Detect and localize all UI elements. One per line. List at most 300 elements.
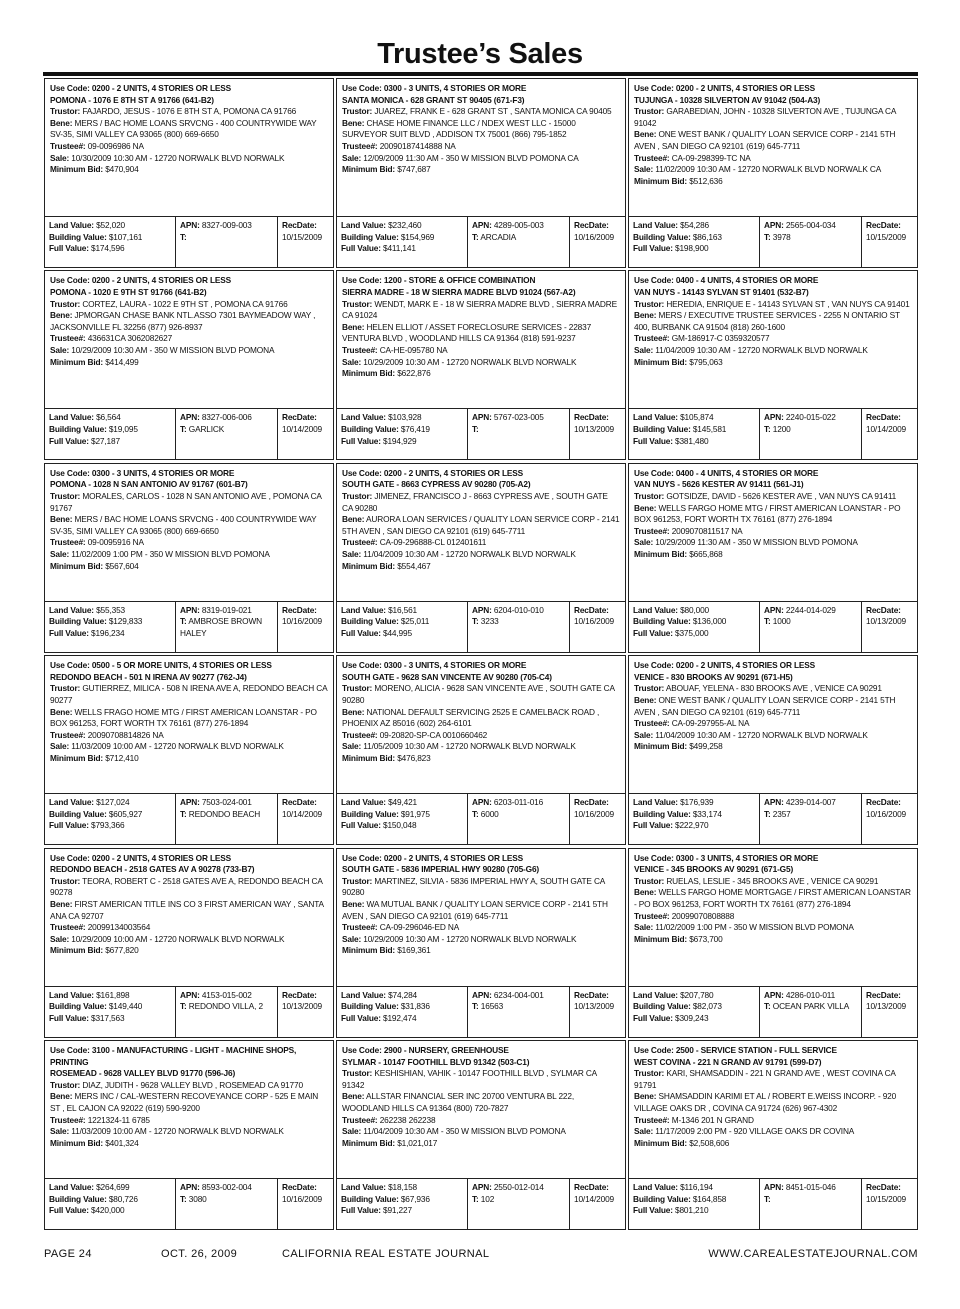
sale-line — [50, 1126, 328, 1138]
trustor-line — [634, 683, 912, 695]
t-value: 3233 — [480, 616, 499, 627]
building-value: $149,440 — [108, 1001, 143, 1012]
apn-label: APN: — [472, 797, 492, 808]
sale-label: Sale: — [50, 933, 70, 944]
sale-label: Sale: — [50, 152, 70, 163]
listing-details — [337, 464, 625, 601]
listing-card-18 — [628, 1040, 918, 1230]
trustor-value: GARABEDIAN, JOHN - 10328 SILVERTON AVE , TUJUNGA CA 91042 — [634, 106, 896, 128]
trustee-value: M-1346 201 N GRAND — [671, 1114, 754, 1125]
full-value: $44,995 — [383, 627, 412, 638]
footer-website: WWW.CAREALESTATEJOURNAL.COM — [708, 1248, 918, 1260]
land-value: $207,780 — [680, 989, 714, 1000]
min-bid-value: $677,820 — [105, 945, 139, 956]
min-bid-label: Minimum Bid: — [342, 368, 396, 379]
trustee-label: Trustee#: — [342, 922, 378, 933]
listing-headline: VENICE - 830 BROOKS AV 90291 (671-H5) — [634, 671, 793, 682]
min-bid-line — [50, 357, 328, 369]
t-label: T: — [180, 808, 187, 819]
sale-label: Sale: — [634, 537, 654, 548]
apn-label: APN: — [180, 412, 200, 423]
trustee-line — [50, 333, 328, 345]
t-value: 1000 — [772, 616, 791, 627]
sale-value: 10/29/2009 10:30 AM - 12720 NORWALK BLVD NORWALK — [363, 356, 577, 367]
trustor-value: ABOUAF, YELENA - 830 BROOKS AVE , VENICE CA 90291 — [665, 683, 882, 694]
trustor-line — [50, 299, 328, 311]
land-value: $80,000 — [680, 604, 710, 615]
apn-label: APN: — [764, 220, 784, 230]
trustor-label: Trustor: — [634, 298, 665, 309]
trustor-value: FAJARDO, JESUS - 1076 E 8TH ST A, POMONA CA 91766 — [82, 106, 297, 117]
apn-value: 4289-005-003 — [493, 220, 544, 230]
trustee-line — [634, 333, 912, 345]
use-code: Use Code: 0200 - 2 UNITS, 4 STORIES OR LESS — [634, 660, 816, 671]
use-code: Use Code: 2500 - SERVICE STATION - FULL SERVICE — [634, 1044, 837, 1055]
bene-value: CHASE HOME FINANCE LLC / NDEX WEST LLC - 15000 SURVEYOR SUIT BLVD , ADDISON TX 75001 (866) 795-1852 — [342, 117, 576, 140]
sale-label: Sale: — [50, 741, 70, 752]
listing-details — [45, 1041, 333, 1178]
trustor-value: JIMENEZ, FRANCISCO J - 8663 CYPRESS AVE , SOUTH GATE CA 90280 — [342, 490, 608, 513]
trustee-line — [50, 1115, 328, 1127]
t-value: 1200 — [772, 423, 791, 434]
building-value: $25,011 — [400, 616, 430, 627]
bene-value: WELLS FRAGO HOME MTG / FIRST AMERICAN LOANSTAR - PO BOX 961253, FORT WORTH TX 76161 (877) 276-1894 — [50, 706, 317, 729]
apn-cell — [759, 602, 861, 652]
sale-value: 11/02/2009 1:00 PM - 350 W MISSION BLVD POMONA — [655, 922, 854, 933]
t-value: AMBROSE BROWN HALEY — [180, 616, 262, 638]
trustor-value: MORENO, ALICIA - 9628 SAN VINCENTE AVE , SOUTH GATE CA 90280 — [342, 683, 615, 705]
trustor-line — [50, 683, 328, 706]
bene-value: MERS INC / CAL-WESTERN RECOVEYANCE CORP - 525 E MAIN ST , EL CAJON CA 92022 (619) 590-9200 — [50, 1091, 319, 1113]
trustee-value: 09-20820-SP-CA 0010660462 — [379, 729, 488, 740]
trustee-label: Trustee#: — [50, 140, 86, 151]
land-value: $103,928 — [388, 412, 422, 423]
min-bid-line — [634, 176, 912, 188]
listing-values — [629, 986, 917, 1037]
min-bid-label: Minimum Bid: — [342, 1137, 396, 1148]
recdate-cell — [569, 987, 625, 1037]
t-value: 3080 — [188, 1193, 207, 1204]
full-value: $174,596 — [91, 243, 125, 254]
trustee-label: Trustee#: — [634, 1114, 670, 1125]
sale-label: Sale: — [50, 548, 70, 559]
listing-details — [629, 656, 917, 793]
bene-value: HELEN ELLIOT / ASSET FORECLOSURE SERVICES - 22837 VENTURA BLVD , WOODLAND HILLS CA 91364 (818) 591-9237 — [342, 321, 592, 344]
min-bid-line — [50, 164, 328, 176]
trustee-value: 20099134003564 — [87, 922, 151, 933]
trustor-line — [634, 876, 912, 888]
building-label: Building Value: — [633, 231, 691, 242]
sale-value: 11/02/2009 10:30 AM - 12720 NORWALK BLVD NORWALK CA — [655, 164, 882, 175]
min-bid-label: Minimum Bid: — [634, 1137, 688, 1148]
recdate-cell — [861, 602, 917, 652]
bene-label: Bene: — [634, 310, 657, 321]
apn-cell — [759, 987, 861, 1037]
trustor-label: Trustor: — [342, 490, 373, 501]
recdate-label: RecDate: — [866, 604, 901, 615]
min-bid-value: $169,361 — [397, 945, 431, 956]
listing-card-9 — [628, 463, 918, 653]
min-bid-value: $554,467 — [397, 560, 431, 571]
t-value: ARCADIA — [480, 231, 517, 242]
full-value: $150,048 — [383, 820, 417, 831]
min-bid-line — [50, 753, 328, 765]
t-label: T: — [180, 423, 187, 434]
recdate-cell — [861, 1179, 917, 1229]
min-bid-value: $2,508,606 — [689, 1137, 730, 1148]
min-bid-line — [50, 561, 328, 573]
use-code: Use Code: 0200 - 2 UNITS, 4 STORIES OR LESS — [50, 83, 232, 93]
trustor-label: Trustor: — [342, 1068, 373, 1079]
sale-value: 11/04/2009 10:30 AM - 12720 NORWALK BLVD NORWALK — [655, 344, 868, 355]
recdate-value: 10/16/2009 — [282, 1193, 323, 1204]
land-value: $232,460 — [388, 220, 422, 230]
land-label: Land Value: — [633, 220, 678, 230]
sale-value: 12/09/2009 11:30 AM - 350 W MISSION BLVD POMONA CA — [363, 152, 579, 163]
trustee-line — [342, 730, 620, 742]
min-bid-value: $712,410 — [105, 752, 139, 763]
recdate-label: RecDate: — [866, 797, 901, 808]
apn-label: APN: — [180, 604, 200, 615]
bene-line — [342, 118, 620, 141]
listing-details — [629, 849, 917, 986]
bene-label: Bene: — [634, 129, 657, 140]
sale-label: Sale: — [50, 344, 70, 355]
apn-cell — [467, 794, 569, 844]
land-label: Land Value: — [633, 989, 678, 1000]
land-value: $127,024 — [96, 797, 130, 808]
bene-line — [634, 310, 912, 333]
full-label: Full Value: — [49, 1205, 89, 1216]
bene-value: JPMORGAN CHASE BANK NTL.ASSO 7301 BAYMEADOW WAY , JACKSONVILLE FL 32256 (877) 926-8937 — [50, 310, 316, 332]
sale-line — [342, 1126, 620, 1138]
sale-label: Sale: — [50, 1126, 70, 1137]
apn-cell — [759, 1179, 861, 1229]
recdate-value: 10/13/2009 — [282, 1001, 323, 1012]
recdate-cell — [277, 602, 333, 652]
trustee-label: Trustee#: — [342, 344, 378, 355]
apn-value: 4153-015-002 — [201, 989, 252, 1000]
bene-label: Bene: — [342, 1091, 365, 1102]
values-cell — [629, 602, 759, 652]
bene-label: Bene: — [342, 706, 365, 717]
full-label: Full Value: — [49, 243, 89, 254]
use-code: Use Code: 3100 - MANUFACTURING - LIGHT - MACHINE SHOPS, PRINTING — [50, 1044, 297, 1067]
recdate-value: 10/14/2009 — [574, 1193, 615, 1204]
sale-line — [50, 934, 328, 946]
use-code: Use Code: 0300 - 3 UNITS, 4 STORIES OR MORE — [342, 83, 527, 93]
listing-headline: SOUTH GATE - 8663 CYPRESS AV 90280 (705-A2) — [342, 479, 531, 490]
recdate-label: RecDate: — [866, 412, 901, 423]
trustor-label: Trustor: — [342, 875, 373, 886]
bene-value: WELLS FARGO HOME MTG / FIRST AMERICAN LOANSTAR - PO BOX 961253, FORT WORTH TX 76161 (877) 276-1894 — [634, 502, 901, 525]
apn-label: APN: — [472, 412, 492, 423]
land-value: $6,564 — [96, 412, 121, 423]
sale-line — [634, 345, 912, 357]
bene-label: Bene: — [342, 117, 365, 128]
sale-line — [50, 741, 328, 753]
apn-cell — [759, 217, 861, 267]
footer-date: OCT. 26, 2009 — [161, 1248, 238, 1260]
recdate-value: 10/16/2009 — [574, 616, 615, 627]
trustee-label: Trustee#: — [50, 333, 86, 344]
bene-value: ONE WEST BANK / QUALITY LOAN SERVICE CORP - 2141 5TH AVEN , SAN DIEGO CA 92101 (619) 645-7711 — [634, 129, 896, 151]
apn-cell — [175, 409, 277, 459]
recdate-value: 10/16/2009 — [282, 616, 323, 627]
recdate-value: 10/13/2009 — [574, 423, 615, 434]
recdate-value: 10/15/2009 — [866, 1193, 907, 1204]
trustor-value: RUELAS, LESLIE - 345 BROOKS AVE , VENICE CA 90291 — [666, 875, 879, 886]
apn-cell — [175, 987, 277, 1037]
trustor-line — [50, 1080, 328, 1092]
listing-details — [337, 656, 625, 793]
trustee-line — [634, 153, 912, 165]
values-cell — [629, 987, 759, 1037]
apn-cell — [467, 1179, 569, 1229]
land-value: $176,939 — [680, 797, 714, 808]
land-value: $55,353 — [96, 604, 126, 615]
apn-value: 8319-019-021 — [201, 604, 252, 615]
recdate-label: RecDate: — [282, 220, 317, 230]
recdate-label: RecDate: — [282, 989, 317, 1000]
bene-label: Bene: — [50, 514, 73, 525]
building-value: $605,927 — [108, 808, 143, 819]
listing-headline: WEST COVINA - 221 N GRAND AV 91791 (599-D7) — [634, 1056, 822, 1067]
land-label: Land Value: — [341, 1181, 386, 1192]
bene-label: Bene: — [50, 706, 73, 717]
trustee-value: 436631CA 3062082627 — [87, 333, 173, 344]
building-label: Building Value: — [49, 616, 107, 627]
sale-value: 10/29/2009 10:00 AM - 12720 NORWALK BLVD NORWALK — [71, 933, 285, 944]
t-label: T: — [472, 423, 479, 434]
bene-label: Bene: — [634, 1091, 657, 1102]
t-value: 2357 — [772, 808, 791, 819]
building-value: $164,858 — [692, 1193, 727, 1204]
land-label: Land Value: — [341, 412, 386, 423]
bene-line — [342, 514, 620, 537]
apn-cell — [467, 409, 569, 459]
land-label: Land Value: — [49, 989, 94, 1000]
bene-label: Bene: — [634, 502, 657, 513]
bene-line — [342, 322, 620, 345]
trustor-line — [342, 1068, 620, 1091]
t-label: T: — [764, 1001, 771, 1012]
trustee-line — [50, 537, 328, 549]
use-code: Use Code: 0300 - 3 UNITS, 4 STORIES OR MORE — [634, 852, 819, 863]
sale-line — [342, 934, 620, 946]
t-value: 16563 — [480, 1001, 504, 1012]
apn-value: 8451-015-046 — [785, 1181, 836, 1192]
sale-line — [634, 164, 912, 176]
land-label: Land Value: — [49, 220, 94, 230]
t-label: T: — [472, 1193, 479, 1204]
sale-value: 11/03/2009 10:00 AM - 12720 NORWALK BLVD NORWALK — [71, 1126, 284, 1137]
min-bid-value: $512,636 — [689, 175, 723, 186]
building-label: Building Value: — [341, 1193, 399, 1204]
listing-details — [337, 79, 625, 216]
recdate-cell — [861, 409, 917, 459]
apn-label: APN: — [472, 989, 492, 1000]
min-bid-line — [342, 945, 620, 957]
full-label: Full Value: — [49, 1012, 89, 1023]
land-value: $264,699 — [96, 1181, 130, 1192]
min-bid-value: $795,063 — [689, 356, 723, 367]
bene-label: Bene: — [50, 1091, 73, 1102]
apn-cell — [175, 602, 277, 652]
trustee-value: 262238 262238 — [379, 1114, 436, 1125]
recdate-cell — [861, 987, 917, 1037]
apn-value: 8327-009-003 — [201, 220, 252, 230]
full-value: $196,234 — [91, 627, 125, 638]
apn-label: APN: — [764, 604, 784, 615]
min-bid-label: Minimum Bid: — [50, 752, 104, 763]
listing-card-5 — [336, 270, 626, 460]
recdate-label: RecDate: — [866, 1181, 901, 1192]
recdate-value: 10/14/2009 — [866, 423, 907, 434]
min-bid-value: $665,868 — [689, 548, 723, 559]
trustee-value: CA-09-297955-AL NA — [671, 718, 750, 729]
apn-value: 7503-024-001 — [201, 797, 252, 808]
trustor-label: Trustor: — [634, 490, 665, 501]
full-value: $793,366 — [91, 820, 125, 831]
min-bid-label: Minimum Bid: — [50, 356, 104, 367]
trustor-value: TEORA, ROBERT C - 2518 GATES AVE A, REDONDO BEACH CA 90278 — [50, 875, 323, 898]
sale-line — [342, 549, 620, 561]
land-value: $52,020 — [96, 220, 126, 230]
t-value: 3978 — [772, 231, 791, 242]
t-label: T: — [472, 1001, 479, 1012]
listing-card-7 — [44, 463, 334, 653]
t-label: T: — [472, 808, 479, 819]
listing-card-2 — [336, 78, 626, 268]
recdate-value: 10/16/2009 — [866, 808, 907, 819]
full-value: $222,970 — [675, 820, 709, 831]
listing-details — [337, 1041, 625, 1178]
recdate-label: RecDate: — [866, 989, 901, 1000]
recdate-cell — [277, 987, 333, 1037]
trustee-label: Trustee#: — [50, 922, 86, 933]
trustee-label: Trustee#: — [50, 537, 86, 548]
apn-cell — [759, 409, 861, 459]
listing-values — [337, 986, 625, 1037]
bene-line — [50, 118, 328, 141]
bene-label: Bene: — [342, 898, 365, 909]
apn-label: APN: — [764, 1181, 784, 1192]
min-bid-label: Minimum Bid: — [50, 945, 104, 956]
building-label: Building Value: — [49, 423, 107, 434]
building-label: Building Value: — [633, 1001, 691, 1012]
listing-card-6 — [628, 270, 918, 460]
trustee-value: CA-09-298399-TC NA — [671, 152, 751, 163]
bene-line — [50, 1091, 328, 1114]
recdate-value: 10/16/2009 — [574, 231, 615, 242]
land-label: Land Value: — [633, 1181, 678, 1192]
listing-headline: TUJUNGA - 10328 SILVERTON AV 91042 (504-A3) — [634, 94, 821, 105]
listing-headline: POMONA - 1020 E 9TH ST 91766 (641-B2) — [50, 286, 207, 297]
trustor-value: KESHISHIAN, VAHIK - 10147 FOOTHILL BLVD , SYLMAR CA 91342 — [342, 1068, 597, 1090]
sale-label: Sale: — [342, 741, 362, 752]
full-label: Full Value: — [341, 820, 381, 831]
listing-card-16 — [44, 1040, 334, 1230]
trustee-label: Trustee#: — [634, 152, 670, 163]
bene-line — [634, 887, 912, 910]
building-label: Building Value: — [341, 423, 399, 434]
use-code: Use Code: 0500 - 5 OR MORE UNITS, 4 STORIES OR LESS — [50, 660, 272, 671]
listing-values — [629, 1178, 917, 1229]
apn-label: APN: — [180, 989, 200, 1000]
t-value: 6000 — [480, 808, 499, 819]
listing-details — [45, 464, 333, 601]
full-value: $194,929 — [383, 435, 417, 446]
recdate-label: RecDate: — [574, 604, 609, 615]
recdate-label: RecDate: — [574, 989, 609, 1000]
apn-value: 2244-014-029 — [785, 604, 836, 615]
footer-publication: CALIFORNIA REAL ESTATE JOURNAL — [282, 1248, 490, 1260]
trustor-value: GOTSIDZE, DAVID - 5626 KESTER AVE , VAN NUYS CA 91411 — [666, 490, 897, 501]
sale-value: 11/05/2009 10:30 AM - 12720 NORWALK BLVD NORWALK — [363, 741, 576, 752]
bene-value: ALLSTAR FINANCIAL SER INC 20700 VENTURA BL 222, WOODLAND HILLS CA 91364 (800) 720-7827 — [342, 1091, 574, 1113]
apn-label: APN: — [180, 797, 200, 808]
trustee-line — [634, 526, 912, 538]
listing-values — [629, 793, 917, 844]
listing-card-14 — [336, 848, 626, 1038]
min-bid-line — [634, 1138, 912, 1150]
trustor-value: WENDT, MARK E - 18 W SIERRA MADRE BLVD , SIERRA MADRE CA 91024 — [342, 298, 618, 321]
values-cell — [629, 217, 759, 267]
recdate-value: 10/13/2009 — [866, 616, 907, 627]
bene-line — [634, 129, 912, 152]
t-label: T: — [764, 231, 771, 242]
t-value: OCEAN PARK VILLA — [772, 1001, 850, 1012]
land-label: Land Value: — [633, 797, 678, 808]
recdate-value: 10/16/2009 — [574, 808, 615, 819]
listing-headline: VAN NUYS - 14143 SYLVAN ST 91401 (532-B7) — [634, 286, 809, 297]
trustor-line — [634, 1068, 912, 1091]
full-value: $375,000 — [675, 627, 709, 638]
min-bid-line — [50, 1138, 328, 1150]
trustee-value: CA-09-296888-CL 012401611 — [379, 537, 487, 548]
recdate-label: RecDate: — [574, 1181, 609, 1192]
recdate-label: RecDate: — [574, 797, 609, 808]
min-bid-line — [634, 549, 912, 561]
min-bid-label: Minimum Bid: — [342, 752, 396, 763]
trustee-value: 09-0095916 NA — [87, 537, 144, 548]
full-value: $381,480 — [675, 435, 709, 446]
trustor-value: KARI, SHAMSADDIN - 221 N GRAND AVE , WEST COVINA CA 91791 — [634, 1068, 896, 1090]
trustee-line — [342, 345, 620, 357]
use-code: Use Code: 1200 - STORE & OFFICE COMBINATION — [342, 275, 536, 286]
recdate-cell — [569, 1179, 625, 1229]
building-label: Building Value: — [633, 808, 691, 819]
building-label: Building Value: — [633, 616, 691, 627]
trustee-value: GM-186917-C 0359320577 — [671, 333, 770, 344]
recdate-cell — [277, 1179, 333, 1229]
building-label: Building Value: — [633, 423, 691, 434]
sale-label: Sale: — [342, 933, 362, 944]
full-label: Full Value: — [633, 1012, 673, 1023]
trustee-label: Trustee#: — [634, 718, 670, 729]
sale-value: 11/02/2009 1:00 PM - 350 W MISSION BLVD POMONA — [71, 548, 270, 559]
land-label: Land Value: — [633, 604, 678, 615]
sale-label: Sale: — [342, 152, 362, 163]
sale-value: 10/29/2009 10:30 AM - 350 W MISSION BLVD POMONA — [71, 344, 275, 355]
min-bid-value: $470,904 — [105, 164, 139, 175]
listing-headline: VENICE - 345 BROOKS AV 90291 (671-G5) — [634, 864, 794, 875]
recdate-value: 10/14/2009 — [282, 423, 323, 434]
listing-details — [45, 79, 333, 216]
land-label: Land Value: — [49, 604, 94, 615]
listing-headline: REDONDO BEACH - 2518 GATES AV A 90278 (733-B7) — [50, 864, 255, 875]
